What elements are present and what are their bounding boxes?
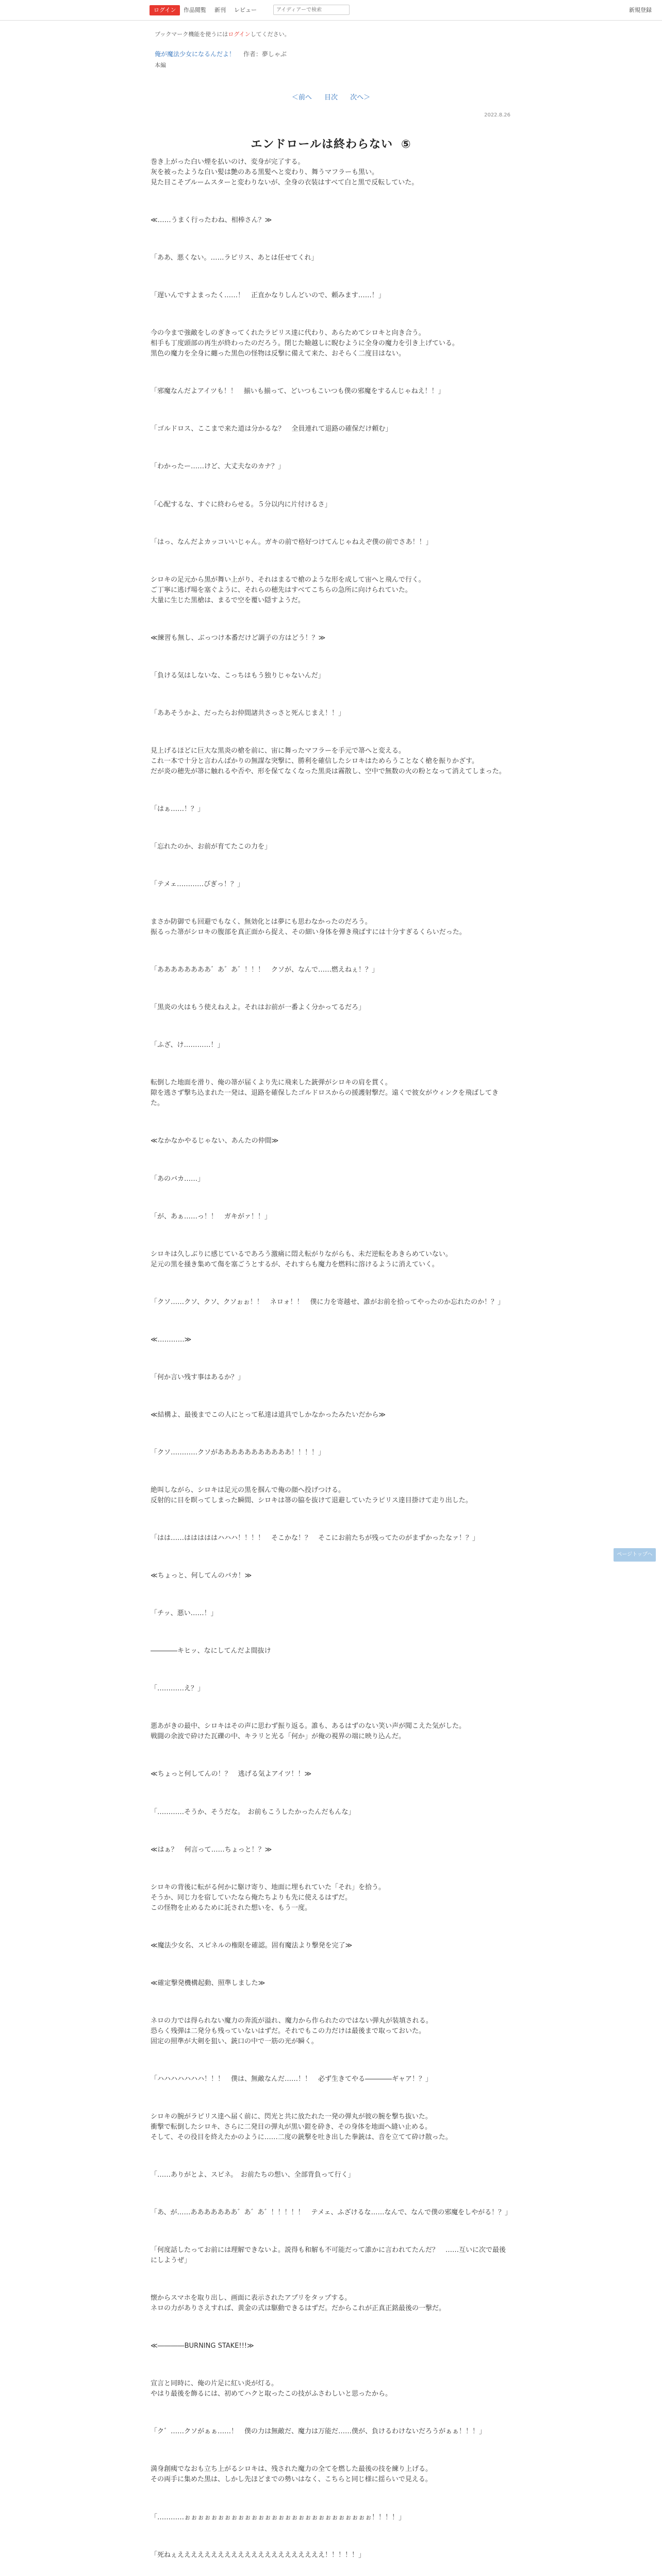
main-nav (184, 5, 257, 15)
body-paragraph: ≪……うまく行ったわね、相棒さん？≫ (151, 216, 272, 225)
body-paragraph: 「ああああああああ゛あ゛あ゛！！！ クソが、なんで……燃えねぇ！？」 (151, 966, 379, 974)
body-paragraph: ≪ちょっと何してんの！？ 逃げる気よアイツ！！≫ (151, 1770, 312, 1778)
login-button[interactable]: ログイン (150, 5, 180, 15)
body-paragraph: ≪――――BURNING STAKE!!!≫ (151, 2342, 254, 2350)
body-paragraph: 「はっ、なんだよカッコいいじゃん。ガキの前で格好つけてんじゃねえぞ僕の前でさあ！！」 (151, 538, 433, 546)
section-label: 本編 (155, 62, 166, 69)
bookmark-login-link[interactable]: ログイン (228, 31, 251, 38)
page-top-button[interactable]: ページトップへ (614, 1548, 656, 1562)
top-bar (0, 0, 662, 21)
author-name[interactable]: 夢しゃぶ (261, 50, 287, 58)
body-paragraph: 「…………え？」 (151, 1685, 205, 1693)
bookmark-notice-suffix: してください。 (250, 31, 290, 38)
body-paragraph: ≪ちょっと、何してんのバカ！≫ (151, 1572, 252, 1580)
body-paragraph: ――――キヒッ、なにしてんだよ間抜け (151, 1647, 271, 1655)
body-paragraph: 「心配するな、すぐに終わらせる。５分以内に片付けるさ」 (151, 500, 332, 509)
body-paragraph: まさか防御でも回避でもなく、無効化とは夢にも思わなかったのだろう。 振るった箒がシロキの腹部を真正面から捉え、その細い身体を弾き飛ばすには十分すぎるくらいだった。 (151, 918, 466, 937)
author-label: 作者： (243, 50, 262, 58)
episode-title-text: エンドロールは終わらない (251, 138, 393, 151)
body-paragraph: 「わかったー……けど、大丈夫なのカナ？」 (151, 463, 285, 471)
body-paragraph: 「はぁ……！？」 (151, 805, 205, 813)
body-paragraph: 「何度話したってお前には理解できないよ。説得も和解も不可能だって誰かに言われてたんだ？ ……互いに次で最後にしようぜ」 (151, 2246, 506, 2265)
episode-date: 2022.8.26 (484, 112, 510, 118)
body-paragraph: シロキの背後に転がる何かに駆け寄り、地面に埋もれていた「それ」を拾う。 そうか、同じ力を宿していたなら俺たちよりも先に使えるはずだ。 この怪物を止めるために託された想いを、もう一度。 (151, 1883, 386, 1912)
body-paragraph: シロキの腕がラピリス達へ届く前に、閃光と共に放たれた一発の弾丸が彼の腕を撃ち抜いた。 衝撃で転倒したシロキ、さらに二発目の弾丸が黒い鎧を砕き、その身体を地面へ縫い止める。 そして、その役目を終えたかのように……二度の銃撃を吐き出した拳銃は、音を立てて砕け散った。 (151, 2112, 452, 2141)
body-paragraph: 「ク゛……クソがぁぁ……！ 僕の力は無敵だ、魔力は万能だ……僕が、負けるわけないだろうがぁぁ！！！」 (151, 2428, 486, 2436)
register-link[interactable]: 新規登録 (629, 7, 652, 13)
body-paragraph: 「……ありがとよ、スピネ。 お前たちの想い、全部背負って行く」 (151, 2171, 355, 2179)
body-paragraph: 「…………そうか、そうだな。 お前もこうしたかったんだもんな」 (151, 1808, 355, 1816)
body-paragraph: 「テメェ…………ぴぎっ！？」 (151, 880, 244, 889)
body-paragraph: 「クソ…………クソがあああああああああああ！！！！」 (151, 1448, 325, 1456)
body-paragraph: 「ハハハハハハハ！！！ 僕は、無敵なんだ……！！ 必ず生きてやる――――ギャア！？」 (151, 2075, 433, 2083)
body-paragraph: 「あ、が……あああああああ゛あ゛あ゛！！！！！ テメェ、ふざけるな……なんで、なんで僕の邪魔をしやがる！？」 (151, 2209, 512, 2217)
body-paragraph: シロキの足元から黒が舞い上がり、それはまるで槍のような形を成して宙へと飛んで行く。 ご丁寧に逃げ場を塞ぐように、それらの穂先はすべてこちらの急所に向けられていた。 大量に生じた黒槍は、まるで空を覆い隠すようだ。 (151, 575, 425, 604)
next-link[interactable]: 次へ＞ (350, 94, 371, 101)
episode-pager (151, 92, 511, 101)
body-paragraph: 「はは……はははははハハハ！！！！ そこかな！？ そこにお前たちが残ってたのがまずかったなァ！？」 (151, 1534, 479, 1543)
body-paragraph: 「…………ぉぉぉぉぉぉぉぉぉぉぉぉぉぉぉぉぉぉぉぉぉぉぉぉぉぉぉぉ！！！！」 (151, 2513, 406, 2521)
body-paragraph: ≪…………≫ (151, 1335, 192, 1344)
body-paragraph: 「チッ、悪い……！」 (151, 1609, 218, 1618)
episode-title (151, 135, 511, 151)
body-paragraph: 悪あがきの最中、シロキはその声に思わず振り返る。誰も、あるはずのない笑い声が聞こえた気がした。 戦闘の余波で砕けた瓦礫の中、キラリと光る「何か」が俺の視界の端に映り込んだ。 (151, 1722, 466, 1741)
body-paragraph: 懐からスマホを取り出し、画面に表示されたアプリをタップする。 ネロの力がありさえすれば、黄金の式は駆動できるはずだ。だからこれが正真正銘最後の一撃だ。 (151, 2294, 446, 2313)
body-paragraph: 満身創痍でなおも立ち上がるシロキは、残された魔力の全てを燃した最後の技を練り上げる。 その両手に集めた黒は、しかし先ほどまでの勢いはなく、こちらと同じ様に揺らいで見える。 (151, 2465, 433, 2484)
body-paragraph: 「黒炎の火はもう使えねえよ。それはお前が一番よく分かってるだろ」 (151, 1004, 366, 1012)
work-info (155, 49, 287, 58)
body-paragraph: ネロの力では得られない魔力の奔流が溢れ、魔力から作られたのではない弾丸が装填される。 恐らく残弾は二発分も残っていないはずだ。それでもこの力だけは最後まで取っておいた。 固定の照準が大剣を狙い、銃口の中で一筋の光が瞬く。 (151, 2016, 433, 2045)
prev-link[interactable]: ＜前へ (291, 94, 312, 101)
body-paragraph: 「が、あぁ……っ！！ ガキがァ！！」 (151, 1212, 271, 1221)
body-paragraph: 「ああそうかよ、だったらお仲間諸共さっさと死んじまえ！！」 (151, 709, 345, 717)
body-paragraph: 「遅いんですよまったく……！ 正直かなりしんどいので、頼みます……！」 (151, 292, 385, 300)
body-paragraph: シロキは久しぶりに感じているであろう激痛に悶え転がりながらも、未だ逆転をあきらめていない。 足元の黒を掻き集めて傷を塞ごうとするが、それすらも魔力を燃料に溶けるように消えていく。 (151, 1250, 452, 1268)
body-paragraph: 「忘れたのか、お前が育てたこの力を」 (151, 843, 272, 851)
toc-link[interactable]: 目次 (324, 94, 338, 101)
body-paragraph: 「邪魔なんだよアイツも！！ 揃いも揃って、どいつもこいつも僕の邪魔をするんじゃねえ！！」 (151, 387, 445, 396)
nav-item-review[interactable]: レビュー (234, 7, 257, 13)
body-paragraph: 今の今まで強敵をしのぎきってくれたラピリス達に代わり、あらためてシロキと向き合う。 相手も丁度頭部の再生が終わったのだろう。閉じた瞼越しに睨むように全身の魔力を引き上げている。 黒色の魔力を全身に纏った黒色の怪物は反撃に備えて来た、おそらく二度目はない。 (151, 329, 459, 358)
body-paragraph: ≪なかなかやるじゃない、あんたの仲間≫ (151, 1137, 279, 1145)
body-paragraph: 宣言と同時に、俺の片足に紅い炎が灯る。 やはり最後を飾るには、初めてハクと取ったこの技がふさわしいと思ったから。 (151, 2380, 392, 2398)
episode-body (151, 157, 511, 2576)
bookmark-notice (155, 30, 290, 38)
search-input[interactable] (273, 5, 350, 15)
body-paragraph: 転倒した地面を滑り、俺の箒が届くより先に飛来した銃弾がシロキの肩を貫く。 隙を逃さず撃ち込まれた一発は、退路を確保したゴルドロスからの援護射撃だ。遠くで彼女がウィンクを飛ばしてきた。 (151, 1079, 499, 1108)
body-paragraph: 「クソ……クソ、クソ、クソぉぉ！！ ネロォ！！ 僕に力を寄越せ、誰がお前を拾ってやったのか忘れたのか！？」 (151, 1298, 505, 1306)
body-paragraph: ≪結構よ、最後までこの人にとって私達は道具でしかなかったみたいだから≫ (151, 1411, 386, 1419)
nav-item-new[interactable]: 新刊 (214, 7, 226, 13)
body-paragraph: 「ふざ、け…………！」 (151, 1041, 224, 1049)
body-paragraph: 巻き上がった白い煙を払いのけ、変身が完了する。 灰を被ったような白い髪は艶のある黒髪へと変わり、舞うマフラーも黒い。 見た目こそブルームスターと変わりないが、全身の衣装はすべて白と黒で反転していた。 (151, 158, 419, 187)
bookmark-notice-prefix: ブックマーク機能を使うには (155, 31, 228, 38)
body-paragraph: 「あのバカ……」 (151, 1175, 205, 1183)
body-paragraph: 「何か言い残す事はあるか？」 (151, 1373, 245, 1381)
body-paragraph: ≪練習も無し、ぶっつけ本番だけど調子の方はどう！？≫ (151, 634, 326, 642)
body-paragraph: 「死ねぇええええええええええええええええええええええ！！！！！」 (151, 2551, 366, 2559)
body-paragraph: 絶叫しながら、シロキは足元の黒を掴んで俺の顔へ投げつける。 反射的に目を瞑ってしまった瞬間、シロキは箒の脇を抜けて退避していたラピリス達目掛けて走り出した。 (151, 1486, 472, 1504)
nav-item-browse[interactable]: 作品閲覧 (184, 7, 206, 13)
body-paragraph: 「ああ、悪くない。……ラピリス、あとは任せてくれ」 (151, 254, 318, 262)
work-title-link[interactable]: 俺が魔法少女になるんだよ！ (155, 50, 236, 58)
body-paragraph: ≪はぁ？ 何言って……ちょっと！？≫ (151, 1845, 272, 1854)
body-paragraph: ≪魔法少女名、スピネルの権限を確認。固有魔法より撃発を完了≫ (151, 1941, 353, 1950)
body-paragraph: 「ゴルドロス、ここまで来た道は分かるな？ 全員連れて退路の確保だけ頼む」 (151, 425, 392, 433)
episode-number: ⑤ (401, 138, 411, 151)
body-paragraph: 見上げるほどに巨大な黒炎の槍を前に、宙に舞ったマフラーを手元で箒へと変える。 これ一本で十分と言わんばかりの無謀な突撃に、勝利を確信したシロキはためらうことなく槍を振りかざす。 だが炎の穂先が箒に触れるや否や、形を保てなくなった黒炎は霧散し、空中で無数の火の粉となって消えてしまった。 (151, 747, 506, 775)
body-paragraph: 「負ける気はしないな、こっちはもう独りじゃないんだ」 (151, 671, 325, 680)
body-paragraph: ≪確定撃発機構起動、照準しました≫ (151, 1979, 266, 1987)
